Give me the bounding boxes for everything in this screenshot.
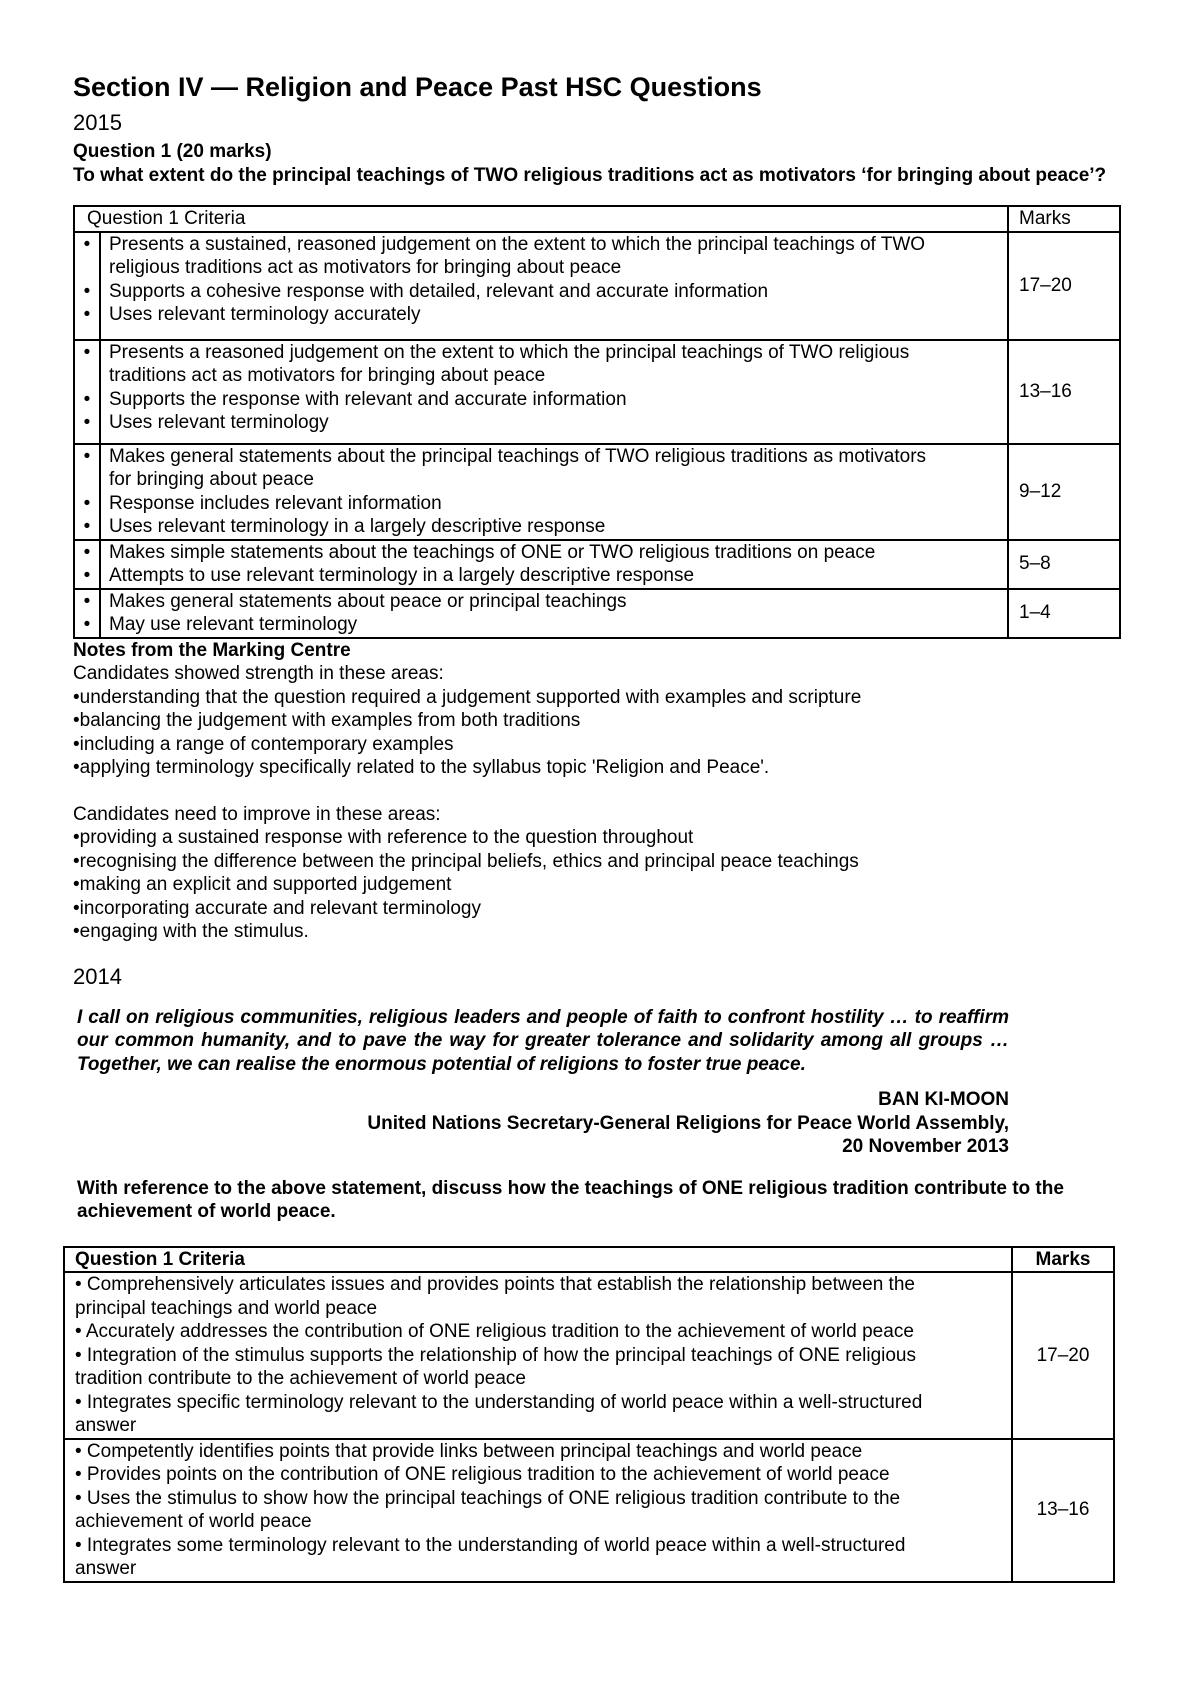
quote-attribution [73, 1088, 1009, 1159]
criteria-line: Attempts to use relevant terminology in a largely descriptive response [109, 565, 695, 586]
improvements-list [73, 826, 1133, 944]
bullet-cell [74, 589, 100, 638]
bullet: • [83, 541, 91, 563]
bullet [75, 364, 99, 388]
bullet: • [83, 516, 91, 537]
criteria-cell [100, 444, 1008, 540]
criteria-line: • Uses the stimulus to show how the principal teachings of ONE religious tradition contribute to the [75, 1487, 901, 1509]
criteria-line: Response includes relevant information [109, 492, 442, 514]
table-header-row [74, 206, 1120, 232]
bullet: • [83, 590, 91, 612]
bullet: • [83, 388, 91, 410]
table-row [74, 232, 1120, 340]
question-number: Question 1 (20 marks) [73, 141, 272, 162]
marks-cell: 5–8 [1008, 540, 1120, 589]
list-item: •incorporating accurate and relevant terminology [73, 897, 481, 919]
strengths-list [73, 686, 1133, 780]
bullet: • [83, 280, 91, 302]
list-item: •providing a sustained response with reference to the question throughout [73, 827, 694, 848]
year-2015-heading: 2015 [73, 110, 122, 135]
criteria-line: Supports the response with relevant and accurate information [109, 388, 627, 410]
criteria-line: Uses relevant terminology [109, 412, 329, 433]
table-row [74, 340, 1120, 444]
question-task: With reference to the above statement, discuss how the teachings of ONE religious tradition contribute to the achievement of world peace. [77, 1177, 1064, 1222]
criteria-line: • Integrates some terminology relevant to the understanding of world peace within a well-structured [75, 1534, 906, 1556]
table-row [64, 1272, 1114, 1439]
page-title: Section IV — Religion and Peace Past HSC Questions [73, 72, 762, 102]
list-item: •balancing the judgement with examples from both traditions [73, 710, 581, 731]
criteria-line: Makes general statements about peace or principal teachings [109, 590, 627, 612]
marking-notes [73, 639, 1133, 944]
criteria-line: answer [75, 1558, 137, 1579]
improve-intro: Candidates need to improve in these areas: [73, 803, 441, 825]
table-header-row [64, 1247, 1114, 1273]
list-item: •recognising the difference between the principal beliefs, ethics and principal peace teachings [73, 850, 859, 872]
criteria-cell [64, 1272, 1012, 1439]
list-item: •engaging with the stimulus. [73, 921, 309, 942]
criteria-header: Question 1 Criteria [64, 1247, 1012, 1273]
criteria-line: for bringing about peace [109, 469, 314, 490]
marks-cell: 17–20 [1012, 1272, 1114, 1439]
bullet: • [83, 412, 91, 433]
criteria-cell [64, 1439, 1012, 1582]
year-2014-heading: 2014 [73, 963, 122, 989]
attribution-line: 20 November 2013 [842, 1136, 1009, 1157]
list-item: •including a range of contemporary examples [73, 733, 454, 755]
bullet-cell [74, 540, 100, 589]
list-item: •understanding that the question required a judgement supported with examples and scripture [73, 686, 862, 708]
bullet [75, 256, 99, 280]
marks-cell: 1–4 [1008, 589, 1120, 638]
criteria-line: • Integrates specific terminology relevant to the understanding of world peace within a well-structured [75, 1391, 923, 1413]
bullet: • [83, 445, 91, 467]
stimulus-quote: I call on religious communities, religious leaders and people of faith to confront hostility … to reaffirm our common humanity, and to pave the way for greater tolerance and solidarity among all groups … Together, we can realise the enormous potential of religions to foster true peace. [77, 1006, 1009, 1075]
criteria-line: • Competently identifies points that provide links between principal teachings and world peace [75, 1440, 863, 1462]
marks-header: Marks [1008, 206, 1120, 232]
criteria-line: answer [75, 1415, 137, 1436]
criteria-line: traditions act as motivators for bringing about peace [109, 365, 546, 386]
bullet: • [83, 233, 91, 255]
table-row [74, 589, 1120, 638]
table-row [64, 1439, 1114, 1582]
document-page [73, 70, 1133, 1583]
criteria-line: Presents a reasoned judgement on the extent to which the principal teachings of TWO religious [109, 341, 910, 363]
marks-cell: 9–12 [1008, 444, 1120, 540]
bullet: • [83, 565, 91, 586]
criteria-line: Supports a cohesive response with detailed, relevant and accurate information [109, 280, 769, 302]
criteria-line: tradition contribute to the achievement of world peace [75, 1368, 526, 1389]
marks-cell: 13–16 [1012, 1439, 1114, 1582]
criteria-line: • Integration of the stimulus supports the relationship of how the principal teachings of ONE religious [75, 1344, 917, 1366]
list-item: •making an explicit and supported judgement [73, 874, 452, 895]
criteria-line: • Provides points on the contribution of ONE religious tradition to the achievement of world peace [75, 1464, 890, 1485]
bullet: • [83, 614, 91, 635]
notes-title: Notes from the Marking Centre [73, 639, 351, 661]
criteria-table-2014 [63, 1246, 1115, 1583]
bullet-cell [74, 232, 100, 340]
criteria-line: Uses relevant terminology in a largely descriptive response [109, 516, 606, 537]
criteria-line: • Accurately addresses the contribution of ONE religious tradition to the achievement of world peace [75, 1321, 914, 1342]
criteria-table-2015 [73, 205, 1121, 639]
bullet-cell [74, 340, 100, 444]
criteria-line: principal teachings and world peace [75, 1297, 378, 1319]
marks-cell: 17–20 [1008, 232, 1120, 340]
marks-header: Marks [1012, 1247, 1114, 1273]
criteria-line: Uses relevant terminology accurately [109, 304, 421, 325]
marks-cell: 13–16 [1008, 340, 1120, 444]
bullet: • [83, 492, 91, 514]
criteria-line: achievement of world peace [75, 1511, 312, 1532]
criteria-line: Makes simple statements about the teachings of ONE or TWO religious traditions on peace [109, 541, 876, 563]
list-item: •applying terminology specifically related to the syllabus topic 'Religion and Peace'. [73, 757, 770, 778]
table-row [74, 444, 1120, 540]
criteria-cell [100, 340, 1008, 444]
bullet: • [83, 304, 91, 325]
question-text: To what extent do the principal teachings of TWO religious traditions act as motivators ‘for bringing about peace’? [73, 164, 1107, 186]
bullet [75, 468, 99, 492]
criteria-line: Presents a sustained, reasoned judgement on the extent to which the principal teachings of TWO [109, 233, 926, 255]
criteria-cell [100, 540, 1008, 589]
criteria-line: • Comprehensively articulates issues and provides points that establish the relationship between the [75, 1274, 915, 1295]
criteria-line: religious traditions act as motivators for bringing about peace [109, 257, 622, 278]
bullet: • [83, 341, 91, 363]
bullet-cell [74, 444, 100, 540]
criteria-cell [100, 589, 1008, 638]
criteria-cell [100, 232, 1008, 340]
strength-intro: Candidates showed strength in these areas: [73, 663, 444, 684]
attribution-line: BAN KI-MOON [878, 1089, 1009, 1110]
table-row [74, 540, 1120, 589]
attribution-line: United Nations Secretary-General Religions for Peace World Assembly, [367, 1112, 1009, 1134]
criteria-line: Makes general statements about the principal teachings of TWO religious traditions as motivators [109, 445, 927, 467]
criteria-header: Question 1 Criteria [74, 206, 1008, 232]
criteria-line: May use relevant terminology [109, 614, 358, 635]
